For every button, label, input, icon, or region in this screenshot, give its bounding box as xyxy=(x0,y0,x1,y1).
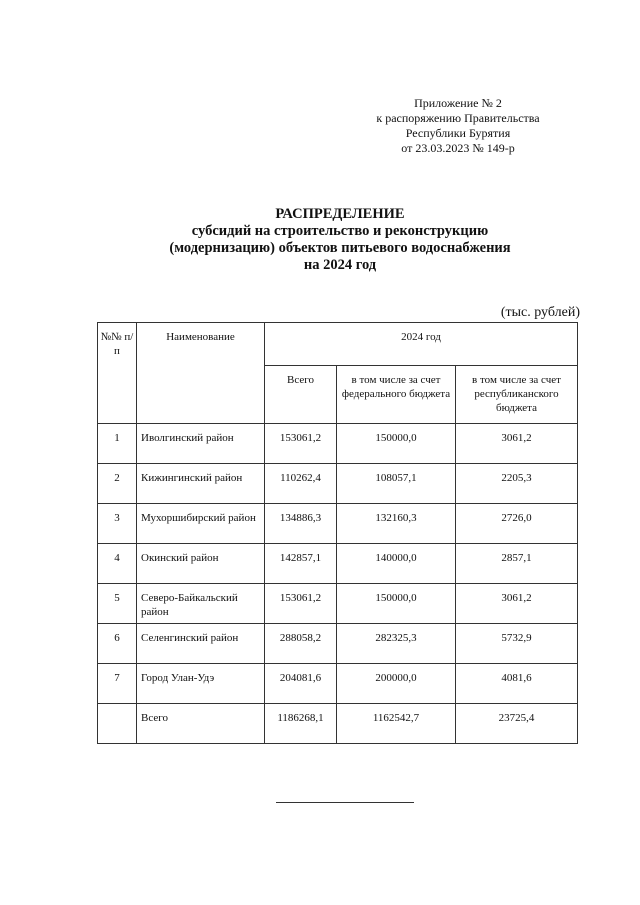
row-total-cell: 153061,2 xyxy=(265,584,337,624)
table-row xyxy=(98,544,578,584)
row-num-cell: 5 xyxy=(98,584,137,624)
table-row xyxy=(98,624,578,664)
row-num-cell: 7 xyxy=(98,664,137,704)
row-federal-cell: 140000,0 xyxy=(337,544,456,584)
row-num-cell: 4 xyxy=(98,544,137,584)
row-num-cell: 1 xyxy=(98,424,137,464)
row-republic-cell: 2857,1 xyxy=(456,544,578,584)
row-republic-cell: 3061,2 xyxy=(456,424,578,464)
row-total-cell: 110262,4 xyxy=(265,464,337,504)
table-row xyxy=(98,664,578,704)
row-federal-cell: 132160,3 xyxy=(337,504,456,544)
row-total-cell: 142857,1 xyxy=(265,544,337,584)
row-num-cell xyxy=(98,704,137,744)
row-name-cell: Всего xyxy=(137,704,265,744)
row-republic-cell: 4081,6 xyxy=(456,664,578,704)
table-row xyxy=(98,504,578,544)
row-federal-cell: 108057,1 xyxy=(337,464,456,504)
appendix-block xyxy=(372,96,544,156)
row-federal-cell: 150000,0 xyxy=(337,584,456,624)
title-line: (модернизацию) объектов питьевого водоснабжения xyxy=(169,240,511,256)
row-total-cell: 134886,3 xyxy=(265,504,337,544)
header-name: Наименование xyxy=(137,323,265,424)
header-num: №№ п/п xyxy=(98,323,137,424)
table-row xyxy=(98,464,578,504)
title-line: РАСПРЕДЕЛЕНИЕ xyxy=(275,206,405,222)
row-num-cell: 3 xyxy=(98,504,137,544)
row-name-cell: Северо-Байкальский район xyxy=(137,584,265,624)
row-federal-cell: 282325,3 xyxy=(337,624,456,664)
row-num-cell: 6 xyxy=(98,624,137,664)
row-name-cell: Мухоршибирский район xyxy=(137,504,265,544)
row-republic-cell: 5732,9 xyxy=(456,624,578,664)
row-total-cell: 1186268,1 xyxy=(265,704,337,744)
appendix-line: от 23.03.2023 № 149-р xyxy=(401,141,515,155)
title-line: субсидий на строительство и реконструкцию xyxy=(191,223,489,239)
row-name-cell: Селенгинский район xyxy=(137,624,265,664)
units-note: (тыс. рублей) xyxy=(500,305,580,320)
row-total-cell: 153061,2 xyxy=(265,424,337,464)
row-republic-cell: 23725,4 xyxy=(456,704,578,744)
document-title xyxy=(120,206,560,274)
table-row xyxy=(98,424,578,464)
header-row xyxy=(98,323,578,366)
header-republic: в том числе за счет республиканского бюджета xyxy=(456,366,578,424)
title-line: на 2024 год xyxy=(303,257,377,273)
header-total: Всего xyxy=(265,366,337,424)
row-federal-cell: 1162542,7 xyxy=(337,704,456,744)
header-federal: в том числе за счет федерального бюджета xyxy=(337,366,456,424)
row-name-cell: Иволгинский район xyxy=(137,424,265,464)
row-name-cell: Кижингинский район xyxy=(137,464,265,504)
signature-line xyxy=(276,802,414,803)
row-total-cell: 204081,6 xyxy=(265,664,337,704)
appendix-line: Республики Бурятия xyxy=(405,126,511,140)
row-republic-cell: 2205,3 xyxy=(456,464,578,504)
row-name-cell: Окинский район xyxy=(137,544,265,584)
row-name-cell: Город Улан-Удэ xyxy=(137,664,265,704)
row-republic-cell: 2726,0 xyxy=(456,504,578,544)
appendix-line: Приложение № 2 xyxy=(414,96,502,110)
row-federal-cell: 150000,0 xyxy=(337,424,456,464)
row-num-cell: 2 xyxy=(98,464,137,504)
table-row xyxy=(98,584,578,624)
header-year: 2024 год xyxy=(265,323,578,366)
row-total-cell: 288058,2 xyxy=(265,624,337,664)
table-row xyxy=(98,704,578,744)
appendix-line: к распоряжению Правительства xyxy=(376,111,540,125)
row-republic-cell: 3061,2 xyxy=(456,584,578,624)
subsidy-table xyxy=(97,322,578,744)
row-federal-cell: 200000,0 xyxy=(337,664,456,704)
